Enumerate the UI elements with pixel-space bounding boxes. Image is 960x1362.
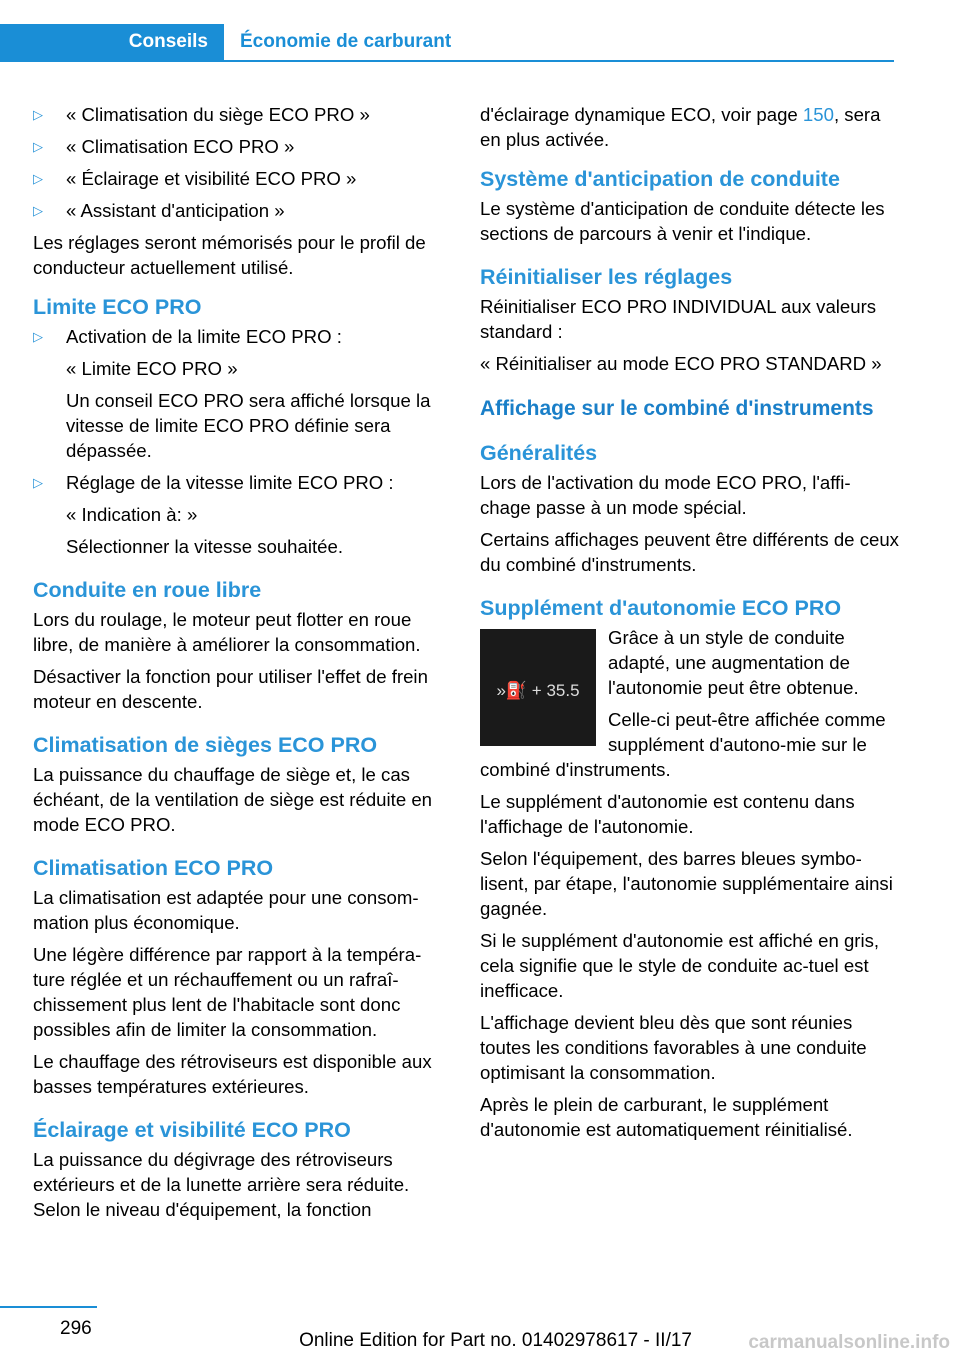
heading-generalites: Généralités — [480, 441, 598, 465]
list-item: ▷ Activation de la limite ECO PRO : — [33, 326, 342, 347]
list-sub-item: Un conseil ECO PRO sera affiché lorsque la vitesse de limite ECO PRO définie sera dépassée. — [66, 390, 431, 461]
range-display-readout: »⛽ + 35.5 — [496, 681, 580, 700]
paragraph: La puissance du dégivrage des rétroviseurs extérieurs et de la lunette arrière sera réduite. Selon le niveau d'équipement, la fonction — [33, 1149, 410, 1220]
triangle-bullet-icon: ▷ — [33, 171, 43, 186]
section-tab-label: Conseils — [128, 31, 208, 52]
list-item: ▷ « Climatisation ECO PRO » — [33, 136, 295, 157]
list-item: ▷ « Assistant d'anticipation » — [33, 200, 285, 221]
list-sub-item: « Limite ECO PRO » — [66, 358, 238, 379]
watermark: carmanualsonline.info — [748, 1332, 950, 1353]
range-display-image — [480, 629, 596, 746]
list-item: ▷ « Climatisation du siège ECO PRO » — [33, 104, 370, 125]
heading-affichage: Affichage sur le combiné d'instruments — [480, 397, 874, 420]
chapter-title: Économie de carburant — [240, 31, 452, 52]
edition-text: Online Edition for Part no. 01402978617 - II/17 — [299, 1330, 692, 1351]
page-reference-link[interactable]: 150 — [802, 104, 834, 125]
triangle-bullet-icon: ▷ — [33, 475, 43, 490]
paragraph: Certains affichages peuvent être différents de ceux du combiné d'instruments. — [480, 529, 899, 575]
heading-sieges: Climatisation de sièges ECO PRO — [33, 733, 378, 757]
paragraph: L'affichage devient bleu dès que sont réunies toutes les conditions favorables à une conduite optimisant la consommation. — [480, 1012, 867, 1083]
list-item: ▷ « Éclairage et visibilité ECO PRO » — [33, 168, 357, 189]
triangle-bullet-icon: ▷ — [33, 203, 43, 218]
triangle-bullet-icon: ▷ — [33, 329, 43, 344]
heading-eclairage: Éclairage et visibilité ECO PRO — [33, 1118, 351, 1142]
triangle-bullet-icon: ▷ — [33, 139, 43, 154]
paragraph: Celle-ci peut-être affichée comme supplément d'autono‐mie sur le combiné d'instruments. — [480, 709, 886, 780]
list-item: ▷ Réglage de la vitesse limite ECO PRO : — [33, 472, 394, 493]
paragraph: Désactiver la fonction pour utiliser l'effet de frein moteur en descente. — [33, 666, 428, 712]
paragraph: Lors de l'activation du mode ECO PRO, l'affi‐chage passe à un mode spécial. — [480, 472, 851, 518]
page-number: 296 — [60, 1318, 92, 1339]
heading-roue-libre: Conduite en roue libre — [33, 578, 262, 602]
heading-clim: Climatisation ECO PRO — [33, 856, 274, 880]
paragraph: Le système d'anticipation de conduite détecte les sections de parcours à venir et l'indique. — [480, 198, 885, 244]
paragraph: Après le plein de carburant, le supplément d'autonomie est automatiquement réinitialisé. — [480, 1094, 853, 1140]
footer-divider — [0, 1306, 97, 1308]
list-sub-item: « Indication à: » — [66, 504, 198, 525]
paragraph: Lors du roulage, le moteur peut flotter en roue libre, de manière à améliorer la consommation. — [33, 609, 421, 655]
paragraph: Les réglages seront mémorisés pour le profil de conducteur actuellement utilisé. — [33, 232, 426, 278]
heading-anticipation: Système d'anticipation de conduite — [480, 167, 840, 191]
paragraph: Si le supplément d'autonomie est affiché en gris, cela signifie que le style de conduite ac‐tuel est inefficace. — [480, 930, 880, 1001]
header-divider — [224, 60, 894, 62]
paragraph: Selon l'équipement, des barres bleues symbo‐lisent, par étape, l'autonomie supplémentaire ainsi gagnée. — [480, 848, 893, 919]
paragraph: Grâce à un style de conduite adapté, une augmentation de l'autonomie peut être obtenue. — [608, 627, 859, 698]
paragraph: Réinitialiser ECO PRO INDIVIDUAL aux valeurs standard : — [480, 296, 877, 342]
paragraph: Le chauffage des rétroviseurs est disponible aux basses températures extérieures. — [33, 1051, 432, 1097]
paragraph: d'éclairage dynamique ECO, voir page 150, sera en plus activée. — [480, 104, 881, 150]
paragraph: « Réinitialiser au mode ECO PRO STANDARD » — [480, 353, 882, 374]
triangle-bullet-icon: ▷ — [33, 107, 43, 122]
paragraph: La climatisation est adaptée pour une consom‐mation plus économique. — [33, 887, 419, 933]
paragraph: La puissance du chauffage de siège et, le cas échéant, de la ventilation de siège est réduite en mode ECO PRO. — [33, 764, 433, 835]
left-column — [33, 102, 451, 1229]
paragraph: Le supplément d'autonomie est contenu dans l'affichage de l'autonomie. — [480, 791, 855, 837]
paragraph: Une légère différence par rapport à la tempéra‐ture réglée et un réchauffement ou un rafraî‐chissement plus lent de l'habitacle sont donc possibles afin de limiter la consommation. — [33, 944, 422, 1040]
heading-limite: Limite ECO PRO — [33, 295, 202, 319]
list-sub-item: Sélectionner la vitesse souhaitée. — [66, 536, 344, 557]
heading-reinit: Réinitialiser les réglages — [480, 265, 733, 289]
right-column — [480, 102, 900, 1149]
section-tab[interactable] — [0, 24, 224, 62]
heading-supplement: Supplément d'autonomie ECO PRO — [480, 596, 842, 620]
